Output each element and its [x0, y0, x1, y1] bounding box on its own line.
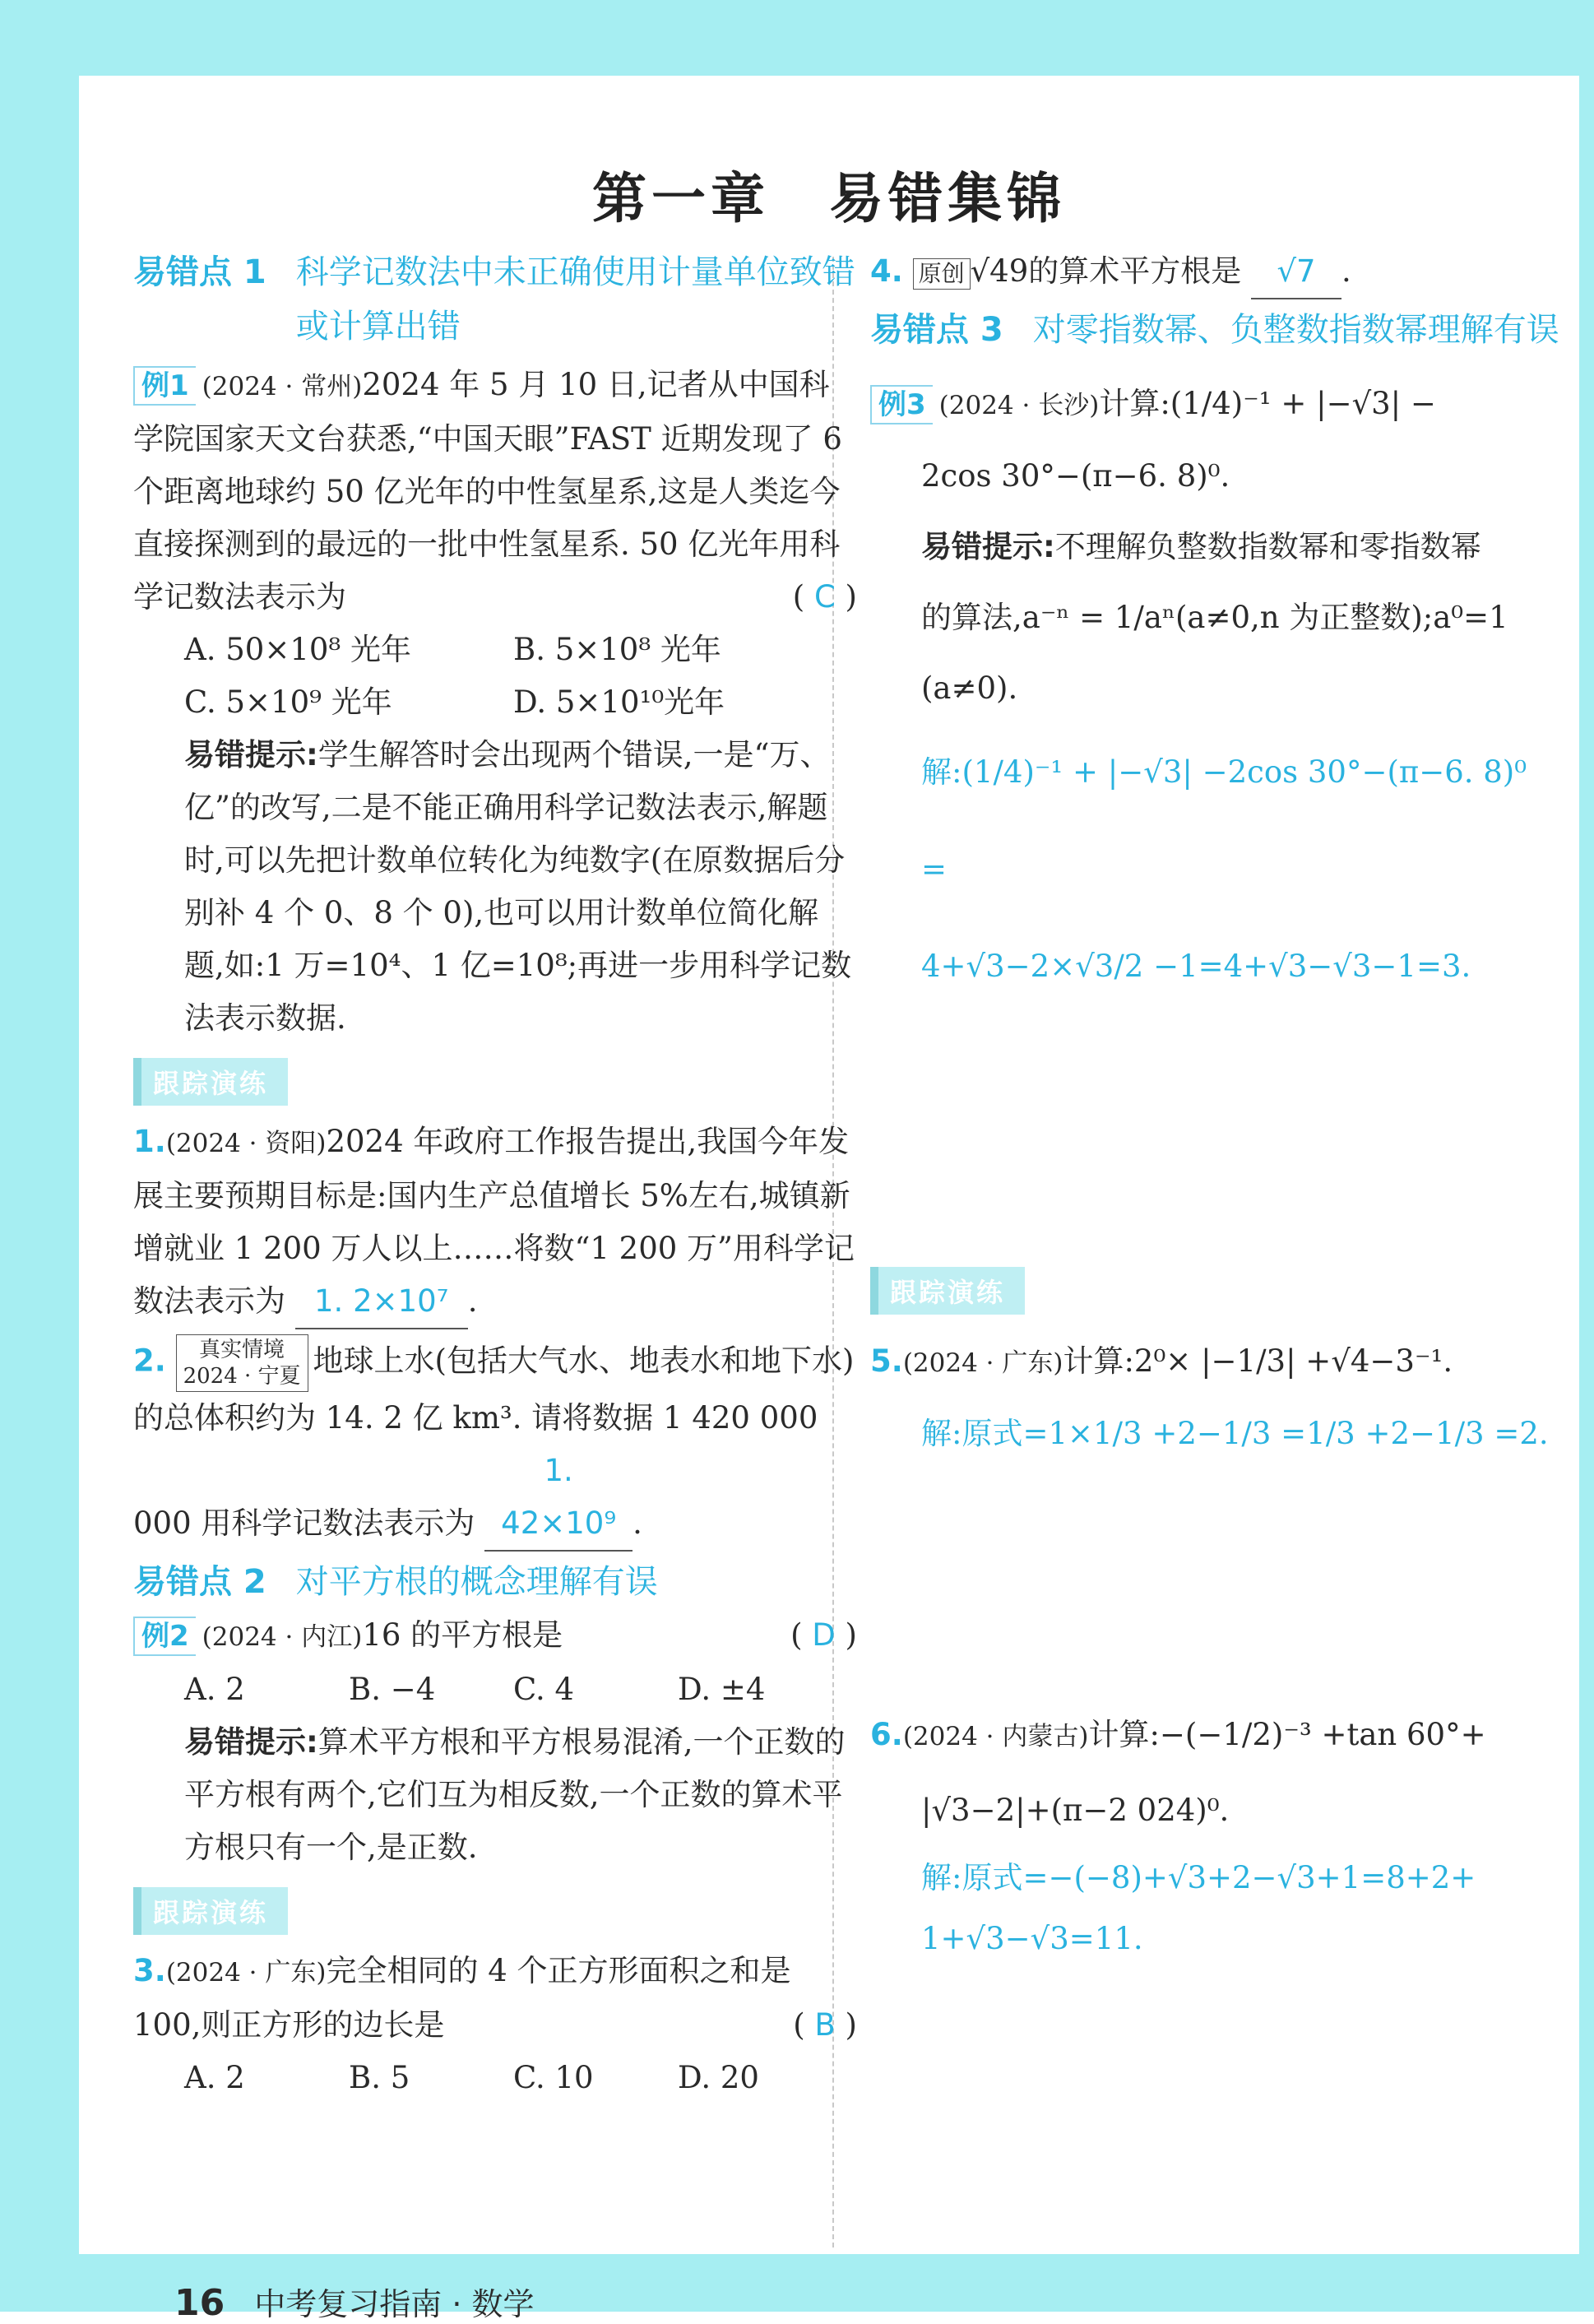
- book-page: [79, 76, 1579, 2324]
- question-line1: 计算:−(−1/2)⁻³ +tan 60°+: [1088, 1717, 1486, 1752]
- book-title: 中考复习指南 · 数学: [254, 2286, 535, 2322]
- hint-label: 易错提示:: [184, 737, 318, 772]
- option-a: A. 50×10⁸ 光年: [184, 632, 412, 667]
- answer: C: [813, 579, 836, 615]
- error-point-2-heading: [133, 1555, 857, 1609]
- question-source: (2024 · 广东): [165, 1958, 327, 1988]
- question-text: 完全相同的 4 个正方形面积之和是 100,则正方形的边长是: [133, 1953, 791, 2043]
- hint-label: 易错提示:: [184, 1724, 318, 1760]
- answer-space: [870, 1015, 1561, 1254]
- option-a: A. 2: [184, 2060, 245, 2095]
- example-text: 16 的平方根是: [362, 1617, 563, 1653]
- question-line2: |√3−2|+(π−2 024)⁰.: [921, 1793, 1230, 1828]
- answer: B: [814, 2007, 836, 2043]
- solution-3: [870, 724, 1561, 1015]
- option-d: D. 20: [678, 2060, 759, 2095]
- page-frame-top: [0, 0, 1594, 76]
- page-frame-right: [1579, 0, 1594, 2312]
- question-text: 计算:2⁰× |−1/3| +√4−3⁻¹.: [1063, 1343, 1453, 1379]
- question-text: 地球上水(包括大气水、地表水和地下水)的总体积约为 14. 2 亿 km³. 请将数据 1 420 000 000 用科学记数法表示为: [133, 1343, 855, 1541]
- solution-line1: 解:原式=1×1/3 +2−1/3 =1/3 +2−1/3 =2.: [921, 1416, 1549, 1451]
- solution-6: [870, 1848, 1561, 1969]
- options-2: [133, 1663, 857, 1716]
- left-column: [133, 245, 857, 2104]
- original-tag: 原创: [913, 258, 971, 290]
- question-source: (2024 · 广东): [902, 1348, 1063, 1378]
- hint-text: 学生解答时会出现两个错误,一是“万、亿”的改写,二是不能正确用科学记数法表示,解题时,可以先把计数单位转化为纯数字(在原数据后分别补 4 个 0、8 个 0),也可以用计数单位简化解题,如:1 万=10⁴、1 亿=10⁸;再进一步用科学记数法表示数据.: [184, 737, 852, 1036]
- page-frame-left: [0, 0, 79, 2312]
- solution-line1: 解:原式=−(−8)+√3+2−√3+1=8+2+: [921, 1860, 1476, 1895]
- options-3: [133, 2052, 857, 2104]
- example-source: (2024 · 内江): [202, 1622, 363, 1652]
- answer-blank: 1. 2×10⁷: [295, 1275, 468, 1329]
- option-b: B. 5: [349, 2060, 410, 2095]
- option-b: B. 5×10⁸ 光年: [513, 632, 721, 667]
- solution-5: [870, 1400, 1561, 1468]
- question-4: [870, 245, 1561, 299]
- option-c: C. 10: [513, 2060, 594, 2095]
- question-number: 2.: [133, 1343, 166, 1379]
- error-point-label: 易错点 3: [870, 311, 1003, 349]
- solution-line1: 解:(1/4)⁻¹ + |−√3| −2cos 30°−(π−6. 8)⁰ =: [921, 754, 1527, 887]
- error-point-title: 对零指数幂、负整数指数幂理解有误: [1032, 311, 1559, 349]
- context-tag-line1: 真实情境: [199, 1338, 285, 1362]
- error-point-label: 易错点 2: [133, 1563, 266, 1601]
- error-point-title: 科学记数法中未正确使用计量单位致错或计算出错: [295, 253, 855, 346]
- solution-line2: 1+√3−√3=11.: [921, 1921, 1143, 1956]
- question-1: [133, 1116, 857, 1329]
- solution-line2: 4+√3−2×√3/2 −1=4+√3−√3−1=3.: [921, 949, 1471, 984]
- answer: D: [812, 1617, 836, 1653]
- error-point-1-heading: [133, 245, 857, 354]
- answer-blank: √7: [1251, 245, 1341, 299]
- question-number: 4.: [870, 253, 903, 289]
- example-text: 2024 年 5 月 10 日,记者从中国科学院国家天文台获悉,“中国天眼”FAST 近期发现了 6 个距离地球约 50 亿光年的中性氢星系,这是人类迄今直接探测到的最远的一批中性氢星系. 50 亿光年用科学记数法表示为: [133, 367, 842, 615]
- page-footer: [174, 2279, 534, 2324]
- question-text: 2024 年政府工作报告提出,我国今年发展主要预期目标是:国内生产总值增长 5%左右,城镇新增就业 1 200 万人以上……将数“1 200 万”用科学记数法表示为: [133, 1124, 855, 1319]
- practice-label: 跟踪演练: [133, 1887, 288, 1935]
- question-3: [133, 1945, 857, 2052]
- error-hint-2: [133, 1716, 857, 1874]
- question-number: 6.: [870, 1717, 903, 1752]
- hint-line2: 的算法,a⁻ⁿ = 1/aⁿ(a≠0,n 为正整数);a⁰=1: [921, 600, 1508, 635]
- example-line1: 计算:(1/4)⁻¹ + |−√3| −: [1099, 386, 1436, 421]
- page-number: 16: [174, 2282, 225, 2324]
- practice-label: 跟踪演练: [133, 1058, 288, 1106]
- hint-line3: (a≠0).: [921, 670, 1018, 706]
- option-d: D. 5×10¹⁰光年: [513, 684, 725, 720]
- example-tag: 例3: [870, 385, 933, 424]
- question-text: √49的算术平方根是: [970, 253, 1242, 289]
- question-number: 5.: [870, 1343, 903, 1379]
- answer-space: [870, 1468, 1561, 1698]
- example-1: [133, 359, 857, 624]
- example-source: (2024 · 长沙): [938, 391, 1100, 420]
- error-point-3-heading: [870, 303, 1561, 357]
- hint-label: 易错提示:: [921, 529, 1055, 564]
- question-end: .: [1341, 253, 1351, 289]
- hint-line1: 不理解负整数指数幂和零指数幂: [1054, 529, 1481, 564]
- error-point-label: 易错点 1: [133, 253, 266, 291]
- answer-paren: ( C ): [792, 579, 857, 615]
- question-5: [870, 1324, 1561, 1400]
- hint-text: 算术平方根和平方根易混淆,一个正数的平方根有两个,它们互为相反数,一个正数的算术平方根只有一个,是正数.: [184, 1724, 846, 1865]
- question-source: (2024 · 内蒙古): [902, 1722, 1089, 1751]
- question-2: [133, 1334, 857, 1552]
- example-3: [870, 369, 1561, 512]
- option-c: C. 5×10⁹ 光年: [184, 684, 392, 720]
- example-line2: 2cos 30°−(π−6. 8)⁰.: [921, 458, 1230, 494]
- question-6: [870, 1698, 1561, 1848]
- context-tag-line2: 2024 · 宁夏: [183, 1364, 301, 1389]
- example-tag: 例2: [133, 1617, 196, 1656]
- option-a: A. 2: [184, 1672, 245, 1707]
- answer-paren: ( B ): [793, 2007, 857, 2043]
- question-number: 1.: [133, 1124, 166, 1159]
- option-d: D. ±4: [678, 1672, 766, 1707]
- question-end: .: [467, 1283, 478, 1319]
- example-2: [133, 1609, 857, 1663]
- answer-blank: 1. 42×10⁹: [484, 1445, 633, 1552]
- question-source: (2024 · 资阳): [165, 1129, 327, 1158]
- options-1: [133, 624, 857, 729]
- option-c: C. 4: [513, 1672, 575, 1707]
- question-end: .: [633, 1505, 642, 1541]
- error-point-title: 对平方根的概念理解有误: [295, 1563, 658, 1601]
- chapter-title: 第一章 易错集锦: [592, 166, 1066, 230]
- answer-paren: ( D ): [790, 1617, 857, 1653]
- practice-label: 跟踪演练: [870, 1267, 1025, 1315]
- example-tag: 例1: [133, 366, 196, 406]
- context-tag: [176, 1334, 308, 1392]
- error-hint-3: [870, 512, 1561, 724]
- option-b: B. −4: [349, 1672, 436, 1707]
- right-column: [870, 245, 1561, 1969]
- error-hint-1: [133, 729, 857, 1045]
- example-source: (2024 · 常州): [202, 372, 363, 401]
- question-number: 3.: [133, 1953, 166, 1988]
